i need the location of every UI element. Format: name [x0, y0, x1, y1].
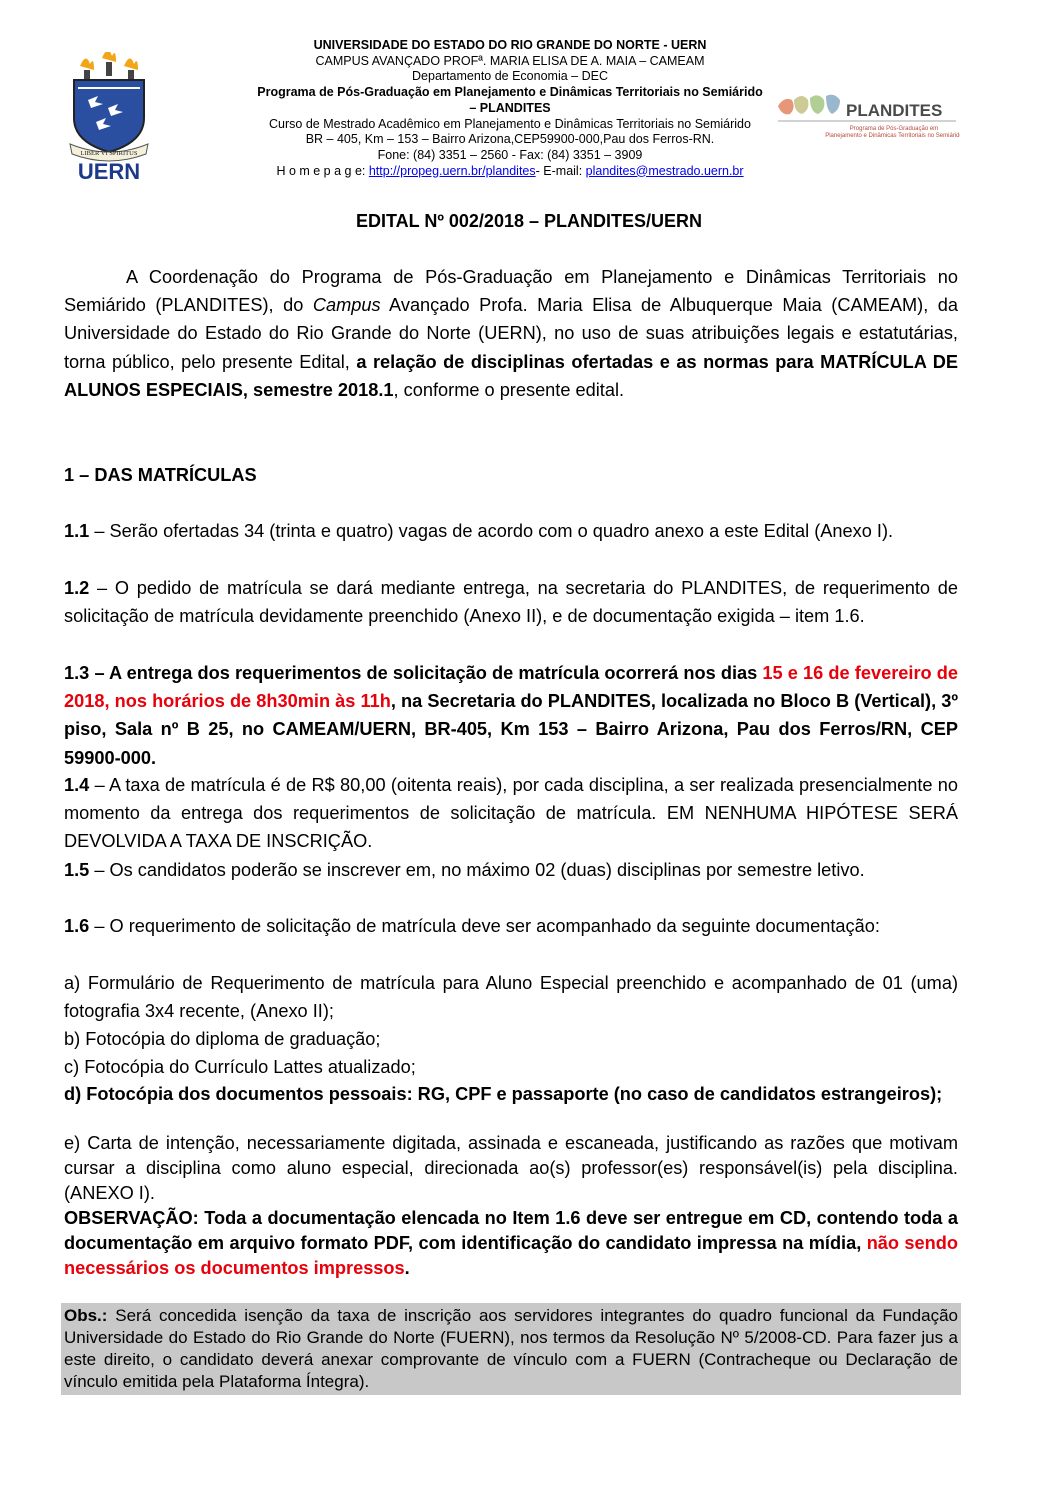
- item-1-3-text-b: , na Secretaria do PLANDITES, localizada no Bloco B (Vertical), 3º piso, Sala nº B 25, no CAMEAM/UERN, BR-405, Km 153 – Bairro Arizona, Pau dos Ferros/RN, CEP 59900-000.: [64, 691, 958, 768]
- document-title: EDITAL Nº 002/2018 – PLANDITES/UERN: [355, 211, 702, 231]
- uern-logo: [66, 52, 152, 182]
- intro-text-2: Avançado Profa. Maria Elisa de Albuquerque Maia (CAMEAM), da Universidade do Estado do Rio Grande do Norte (UERN), no uso de suas atribuições legais e estatutárias, torna público, pelo presente Edital,: [64, 295, 958, 372]
- header-phone: Fone: (84) 3351 – 2560 - Fax: (84) 3351 – 3909: [377, 147, 643, 162]
- homepage-label: H o m e p a g e:: [276, 163, 369, 178]
- plandites-logo-sub1: Programa de Pós-Graduação em: [849, 126, 939, 132]
- observation-text: Toda a documentação elencada no Item 1.6 deve ser entregue em CD, contendo toda a documentação em arquivo formato PDF, com identificação do candidato impressa na mídia,: [64, 1208, 958, 1254]
- email-link[interactable]: plandites@mestrado.uern.br: [585, 163, 744, 178]
- letterhead: [160, 38, 860, 179]
- plandites-logo-sub2: Planejamento e Dinâmicas Territoriais no Semiárido: [825, 133, 960, 139]
- plandites-logo-text: PLANDITES: [846, 101, 943, 120]
- observation-end: .: [404, 1258, 410, 1279]
- header-contacts: [160, 164, 860, 180]
- header-campus: CAMPUS AVANÇADO PROFª. MARIA ELISA DE A. MAIA – CAMEAM: [315, 53, 705, 68]
- item-1-6-number: 1.6: [64, 916, 90, 936]
- header-program-acronym: – PLANDITES: [469, 100, 551, 115]
- intro-paragraph: [64, 263, 958, 404]
- intro-campus: Campus: [312, 295, 381, 316]
- item-1-1-number: 1.1: [64, 521, 90, 541]
- intro-text-1: A Coordenação do Programa de Pós-Graduação em Planejamento e Dinâmicas Territoriais no Semiárido (PLANDITES), do: [64, 267, 958, 316]
- item-b: b) Fotocópia do diploma de graduação;: [64, 1029, 381, 1049]
- homepage-link[interactable]: http://propeg.uern.br/plandites: [368, 163, 536, 178]
- item-1-1-text: – Serão ofertadas 34 (trinta e quatro) vagas de acordo com o quadro anexo a este Edital (Anexo I).: [89, 521, 894, 541]
- observation-label: OBSERVAÇÃO:: [64, 1208, 199, 1228]
- section-heading: 1 – DAS MATRÍCULAS: [64, 465, 257, 485]
- item-1-4-number: 1.4: [64, 775, 90, 795]
- item-1-3-number: 1.3: [64, 663, 90, 683]
- item-1-6-text: – O requerimento de solicitação de matrícula deve ser acompanhado da seguinte documentação:: [89, 916, 880, 936]
- note-text: [64, 1305, 958, 1393]
- item-d: d) Fotocópia dos documentos pessoais: RG, CPF e passaporte (no caso de candidatos estrangeiros);: [64, 1084, 943, 1104]
- item-1-3: [64, 659, 958, 772]
- item-1-4: [64, 771, 958, 856]
- uern-motto: LIBER VI SPIRITUS: [80, 150, 138, 157]
- header-course: Curso de Mestrado Acadêmico em Planejamento e Dinâmicas Territoriais no Semiárido: [269, 116, 751, 131]
- intro-text-3: , conforme o presente edital.: [393, 379, 625, 400]
- intro-bold: a relação de disciplinas ofertadas e as normas para MATRÍCULA DE ALUNOS ESPECIAIS, semestre 2018.1: [64, 351, 958, 400]
- header-program: Programa de Pós-Graduação em Planejamento e Dinâmicas Territoriais no Semiárido: [257, 85, 763, 100]
- uern-logo-text: UERN: [77, 159, 141, 182]
- header-department: Departamento de Economia – DEC: [412, 69, 608, 84]
- header-university: UNIVERSIDADE DO ESTADO DO RIO GRANDE DO NORTE - UERN: [313, 38, 707, 52]
- note-label: Obs.:: [64, 1306, 108, 1325]
- item-1-2: [64, 574, 958, 630]
- email-label: - E-mail:: [535, 163, 586, 178]
- item-c: c) Fotocópia do Currículo Lattes atualizado;: [64, 1057, 416, 1077]
- item-a: a) Formulário de Requerimento de matrícula para Aluno Especial preenchido e acompanhado de 01 (uma) fotografia 3x4 recente, (Anexo II);: [64, 973, 958, 1022]
- observation: [64, 1206, 958, 1282]
- item-1-4-text: – A taxa de matrícula é de R$ 80,00 (oitenta reais), por cada disciplina, a ser realizada presencialmente no momento da entrega dos requerimentos de solicitação de matrícula. EM NENHUMA HIPÓTESE SERÁ DEVOLVIDA A TAXA DE INSCRIÇÃO.: [64, 775, 958, 852]
- item-1-5-number: 1.5: [64, 860, 90, 880]
- header-address: BR – 405, Km – 153 – Bairro Arizona,CEP59900-000,Pau dos Ferros-RN.: [305, 132, 715, 147]
- item-1-2-number: 1.2: [64, 578, 90, 598]
- note-body: Será concedida isenção da taxa de inscrição aos servidores integrantes do quadro funcional da Fundação Universidade do Estado do Rio Grande do Norte (FUERN), nos termos da Resolução Nº 5/2008-CD. Para fazer jus a este direito, o candidato deverá anexar comprovante de vínculo com a FUERN (Contracheque ou Declaração de vínculo emitida pela Plataforma Íntegra).: [64, 1306, 958, 1391]
- item-1-6: [64, 912, 958, 940]
- item-1-5-text: – Os candidatos poderão se inscrever em, no máximo 02 (duas) disciplinas por semestre letivo.: [89, 860, 865, 880]
- item-1-3-dates: 15 e 16 de fevereiro de 2018, nos horários de 8h30min às 11h: [64, 663, 959, 712]
- item-1-1: [64, 517, 958, 545]
- item-1-5: [64, 856, 958, 884]
- item-1-2-text: – O pedido de matrícula se dará mediante entrega, na secretaria do PLANDITES, de requerimento de solicitação de matrícula devidamente preenchido (Anexo II), e de documentação exigida – item 1.6.: [64, 578, 958, 627]
- item-1-3-text-a: – A entrega dos requerimentos de solicitação de matrícula ocorrerá nos dias: [89, 663, 763, 683]
- item-e: e) Carta de intenção, necessariamente digitada, assinada e escaneada, justificando as razões que motivam cursar a disciplina como aluno especial, direcionada ao(s) professor(es) responsável(is) pela disciplina. (ANEXO I).: [64, 1133, 958, 1204]
- observation-highlight: não sendo necessários os documentos impressos: [64, 1233, 958, 1279]
